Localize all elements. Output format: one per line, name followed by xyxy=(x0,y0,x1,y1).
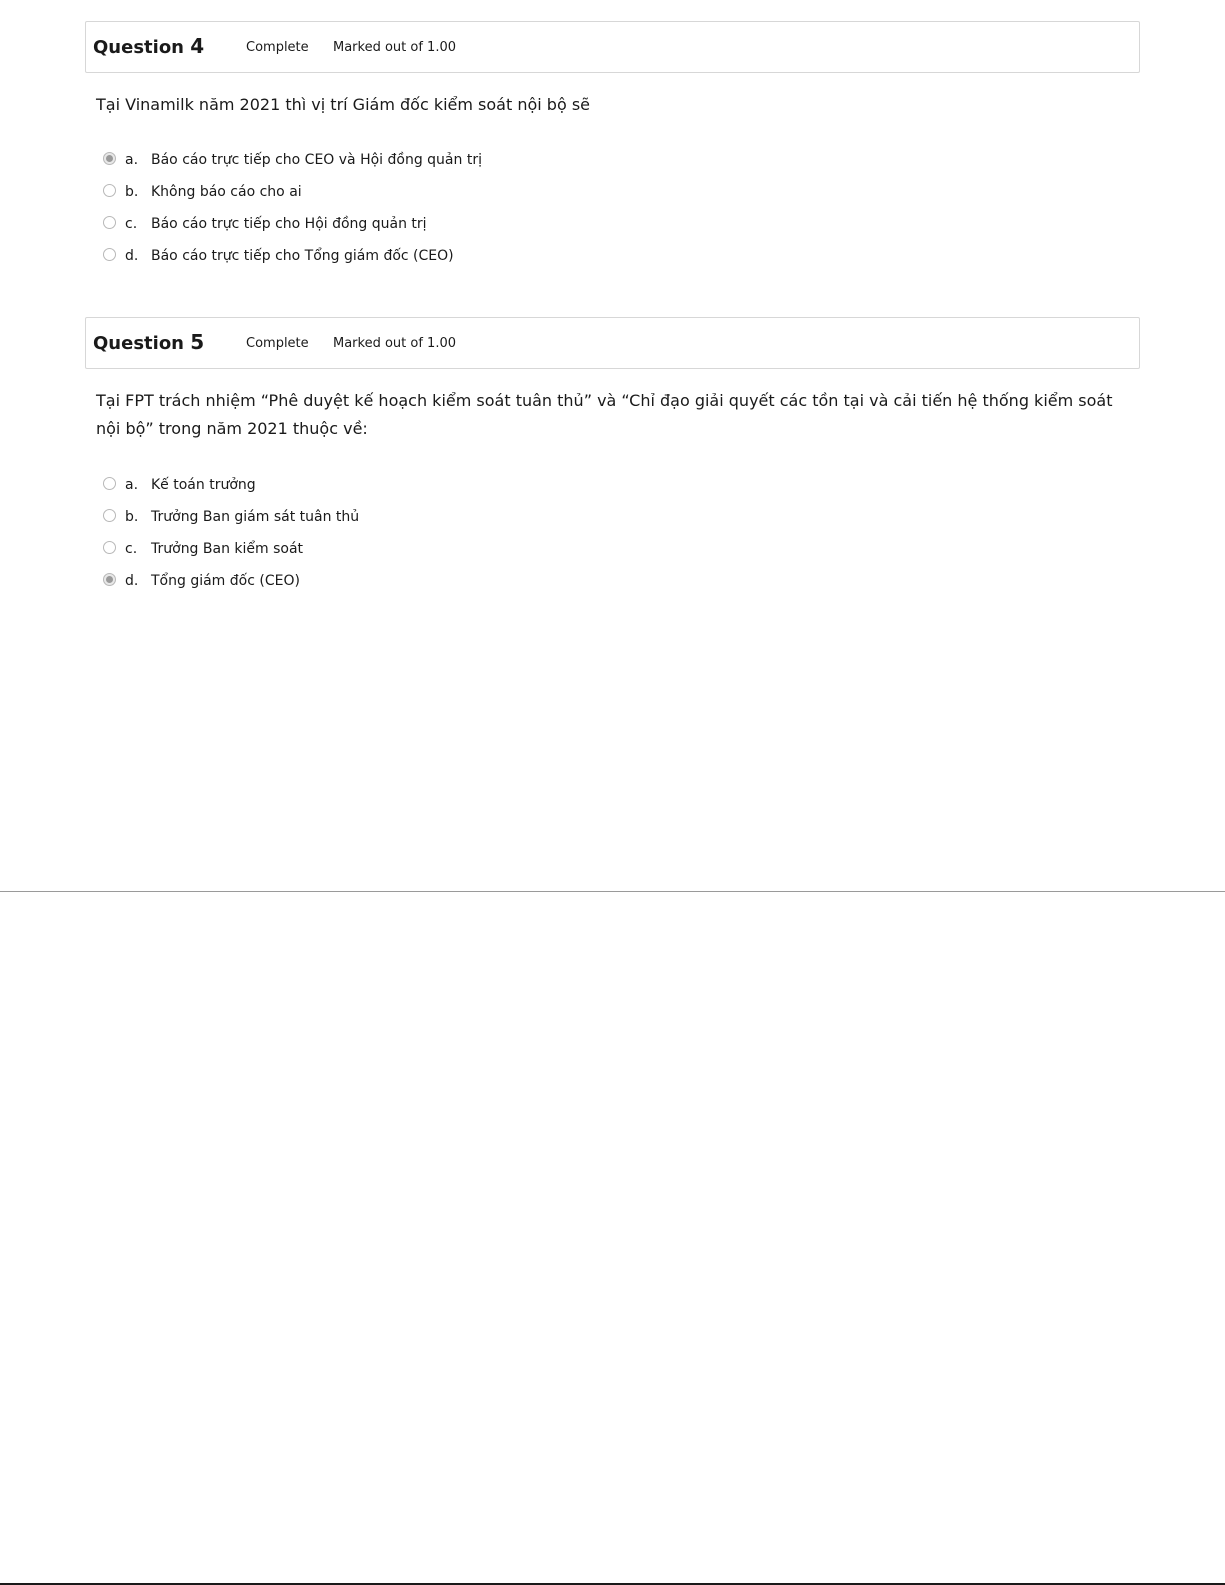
answer-letter: c. xyxy=(125,541,138,557)
answer-letter: a. xyxy=(125,152,139,168)
radio-selected-icon[interactable] xyxy=(103,573,116,586)
question-4-state: Complete xyxy=(246,40,309,55)
answer-text: Báo cáo trực tiếp cho CEO và Hội đồng quản trị xyxy=(151,152,482,168)
question-5-text: Tại FPT trách nhiệm “Phê duyệt kế hoạch kiểm soát tuân thủ” và “Chỉ đạo giải quyết các tồn tại và cải tiến hệ thống kiểm soát nội bộ” trong năm 2021 thuộc về: xyxy=(96,391,1113,438)
radio-icon[interactable] xyxy=(103,541,116,554)
question-5-answer-c[interactable] xyxy=(103,533,1003,565)
question-4-answer-a[interactable] xyxy=(103,144,1003,176)
answer-text: Trưởng Ban kiểm soát xyxy=(151,541,304,557)
radio-icon[interactable] xyxy=(103,184,116,197)
question-4-answer-d[interactable] xyxy=(103,240,1003,272)
radio-icon[interactable] xyxy=(103,216,116,229)
question-5-grade: Marked out of 1.00 xyxy=(333,336,457,351)
radio-icon[interactable] xyxy=(103,248,116,261)
question-4-answers xyxy=(103,144,1003,272)
answer-text: Kế toán trưởng xyxy=(151,477,256,493)
question-5-header xyxy=(85,317,1140,369)
question-5-title xyxy=(93,330,204,356)
answer-text: Tổng giám đốc (CEO) xyxy=(151,573,300,589)
answer-text: Báo cáo trực tiếp cho Hội đồng quản trị xyxy=(151,216,427,232)
radio-icon[interactable] xyxy=(103,477,116,490)
question-number: 5 xyxy=(190,330,205,354)
question-5-answers xyxy=(103,469,1003,597)
answer-text: Báo cáo trực tiếp cho Tổng giám đốc (CEO) xyxy=(151,248,454,264)
question-5-answer-a[interactable] xyxy=(103,469,1003,501)
answer-letter: c. xyxy=(125,216,138,232)
question-5-state: Complete xyxy=(246,336,309,351)
question-4-answer-b[interactable] xyxy=(103,176,1003,208)
question-5-answer-b[interactable] xyxy=(103,501,1003,533)
answer-letter: a. xyxy=(125,477,139,493)
question-4-grade: Marked out of 1.00 xyxy=(333,40,457,55)
question-4-answer-c[interactable] xyxy=(103,208,1003,240)
radio-selected-icon[interactable] xyxy=(103,152,116,165)
question-4-text: Tại Vinamilk năm 2021 thì vị trí Giám đốc kiểm soát nội bộ sẽ xyxy=(96,95,591,114)
question-label: Question xyxy=(93,37,184,58)
answer-letter: b. xyxy=(125,184,139,200)
question-label: Question xyxy=(93,333,184,354)
answer-letter: d. xyxy=(125,573,139,589)
question-number: 4 xyxy=(190,34,205,58)
question-5-answer-d[interactable] xyxy=(103,565,1003,597)
question-4-title xyxy=(93,34,204,60)
radio-icon[interactable] xyxy=(103,509,116,522)
answer-letter: d. xyxy=(125,248,139,264)
answer-text: Trưởng Ban giám sát tuân thủ xyxy=(151,509,360,525)
question-4-header xyxy=(85,21,1140,73)
page-divider xyxy=(0,891,1225,892)
answer-letter: b. xyxy=(125,509,139,525)
answer-text: Không báo cáo cho ai xyxy=(151,184,302,200)
